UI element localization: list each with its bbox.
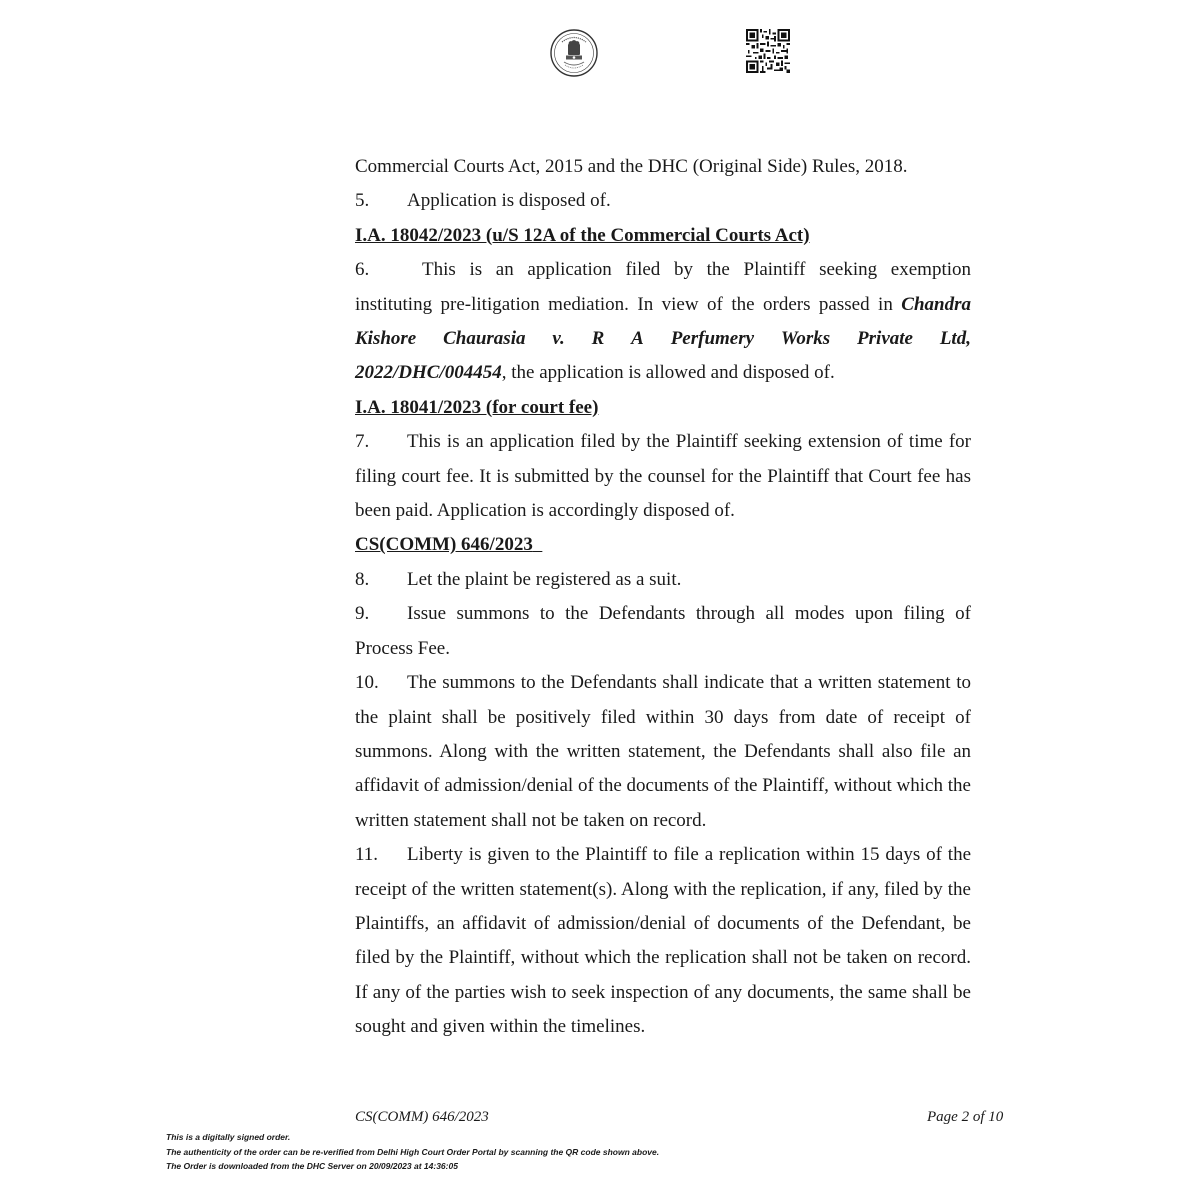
digital-signature-note [166, 1130, 659, 1174]
paragraph-6-party-line: Kishore Chaurasia v. R A Perfumery Works Private Ltd, [355, 328, 971, 350]
order-body [355, 150, 971, 1045]
paragraph-number: 5. [355, 190, 370, 212]
paragraph-10: 10. The summons to the Defendants shall indicate that a written statement to the plaint shall be positively filed within 30 days from date of receipt of summons. Along with the written statement, the Defendants shall also file an affidavit of admission/denial of the documents of the Plaintiff, without which the written statement shall not be taken on record. [355, 666, 971, 838]
paragraph-number: 10. [355, 672, 379, 694]
paragraph-6-line-4: 2022/DHC/004454, the application is allowed and disposed of. [355, 362, 835, 384]
signed-note: This is a digitally signed order. [166, 1132, 291, 1142]
paragraph-11: 11. Liberty is given to the Plaintiff to file a replication within 15 days of the receipt of the written statement(s). Along with the replication, if any, filed by the Plaintiffs, an affidavit of admission/denial of documents of the Defendant, be filed by the Plaintiff, without which the replication shall not be taken on record. If any of the parties wish to seek inspection of any documents, the same shall be sought and given within the timelines. [355, 838, 971, 1044]
paragraph-number: 7. [355, 431, 370, 453]
case-party-name: Chandra [901, 293, 971, 315]
intro-line: Commercial Courts Act, 2015 and the DHC (Original Side) Rules, 2018. [355, 156, 908, 177]
court-emblem-icon [549, 28, 599, 78]
paragraph-number: 11. [355, 844, 379, 866]
paragraph-7: 7. This is an application filed by the Plaintiff seeking extension of time for filing court fee. It is submitted by the counsel for the Plaintiff that Court fee has been paid. Application is accordingly disposed of. [355, 425, 971, 528]
heading-cs-comm: CS(COMM) 646/2023 [355, 534, 533, 556]
paragraph-number: 9. [355, 603, 370, 625]
heading-ia-18041: I.A. 18041/2023 (for court fee) [355, 396, 599, 418]
paragraph-number: 8. [355, 568, 370, 590]
paragraph-6-line-1: 6. This is an application filed by the Plaintiff seeking exemption [355, 253, 971, 287]
paragraph-6-line-2: instituting pre-litigation mediation. In view of the orders passed in Chandra [355, 293, 971, 315]
footer-page-number: Page 2 of 10 [927, 1109, 1004, 1125]
case-citation: 2022/DHC/004454 [355, 362, 502, 384]
paragraph-5: 5. Application is disposed of. [355, 184, 971, 218]
heading-ia-18042: I.A. 18042/2023 (u/S 12A of the Commercial Courts Act) [355, 224, 810, 246]
qr-code-icon [746, 29, 790, 73]
paragraph-9: 9. Issue summons to the Defendants through all modes upon filing of Process Fee. [355, 597, 971, 666]
footer-case-number: CS(COMM) 646/2023 [355, 1109, 489, 1125]
paragraph-8: 8. Let the plaint be registered as a suit. [355, 563, 971, 597]
download-note: The Order is downloaded from the DHC Server on 20/09/2023 at 14:36:05 [166, 1161, 458, 1171]
authenticity-note: The authenticity of the order can be re-verified from Delhi High Court Order Portal by scanning the QR code shown above. [166, 1146, 660, 1157]
paragraph-number: 6. [355, 259, 370, 281]
